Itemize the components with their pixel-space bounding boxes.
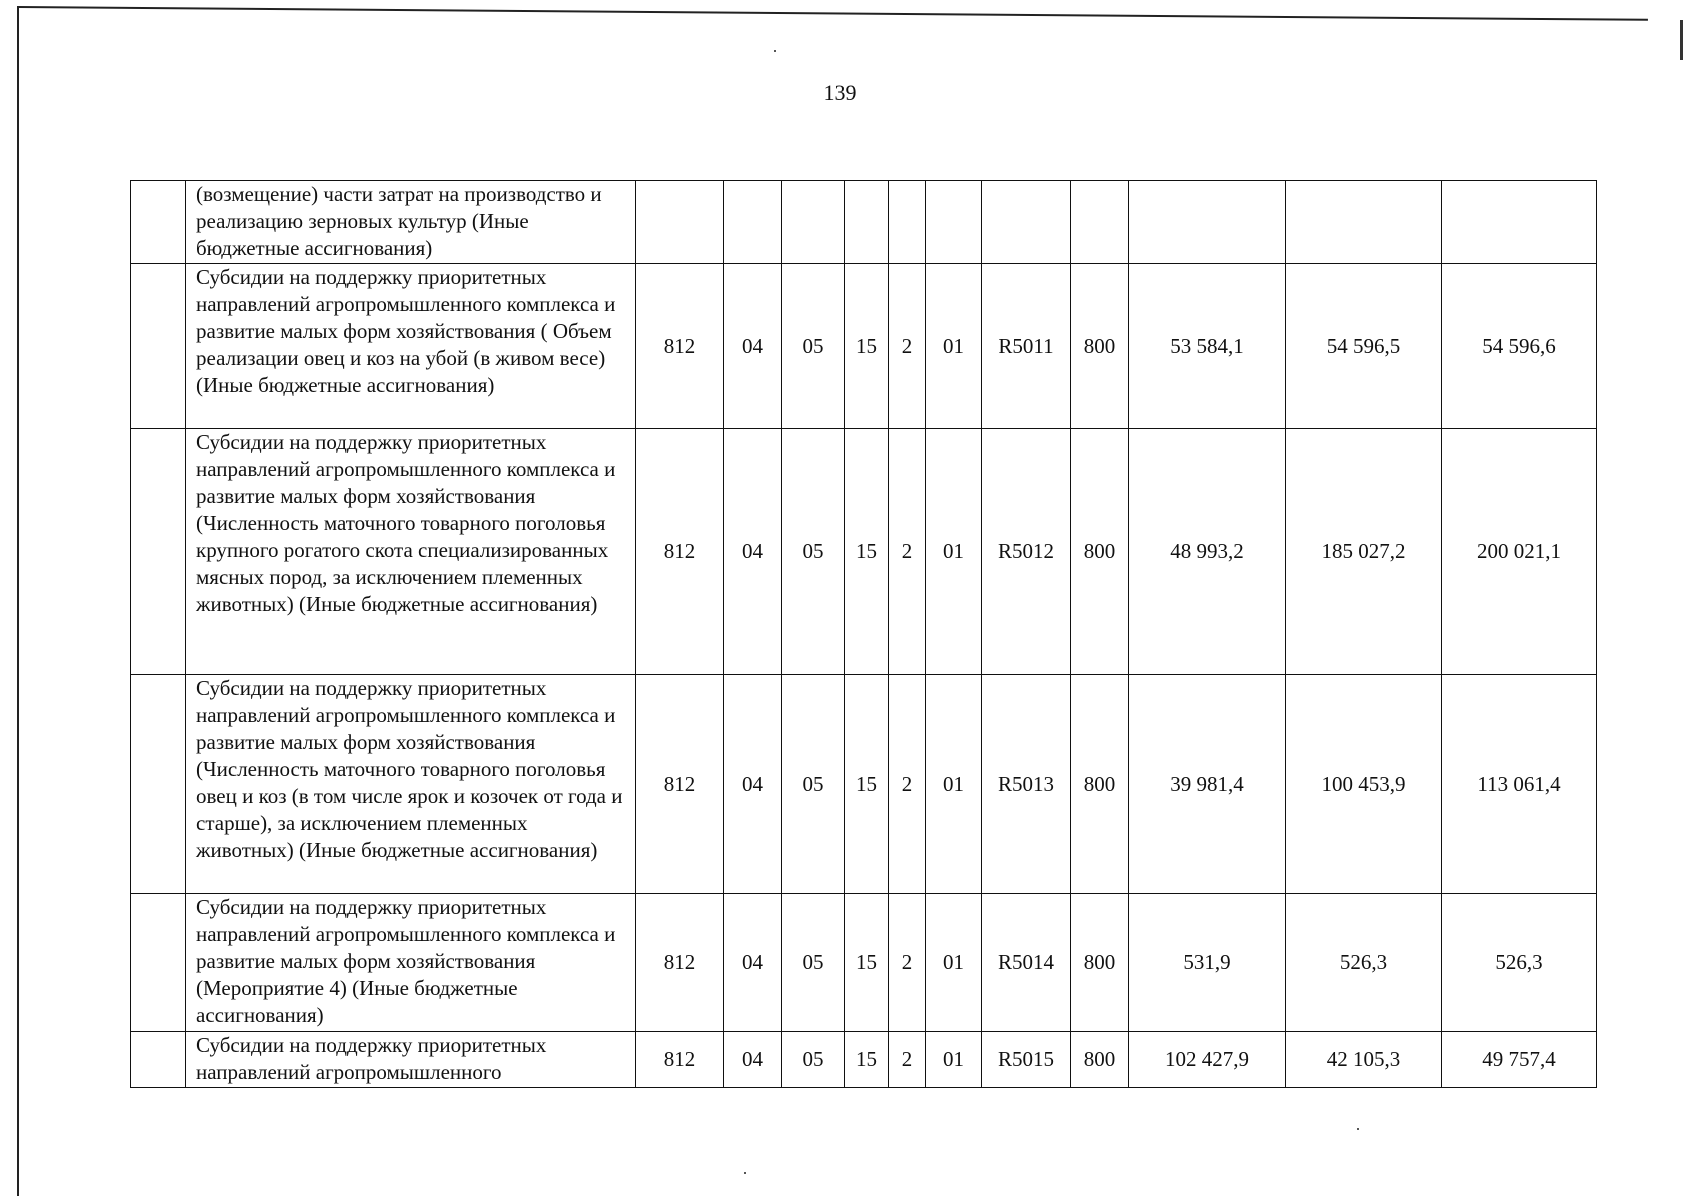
section-code-cell: 04	[724, 675, 782, 894]
amount-year2-cell: 526,3	[1286, 894, 1442, 1032]
amount-year3-cell: 54 596,6	[1442, 264, 1597, 429]
expense-name-cell: Субсидии на поддержку приоритетных направлений агропромышленного комплекса и развитие малых форм хозяйствования ( Объем реализации овец и коз на убой (в живом весе) (Иные бюджетные ассигнования)	[186, 264, 636, 429]
subprogram-code-cell: 2	[889, 675, 926, 894]
amount-year1-cell: 102 427,9	[1129, 1032, 1286, 1088]
section-code-cell: 04	[724, 894, 782, 1032]
expense-type-cell: 800	[1071, 675, 1129, 894]
table-row	[131, 675, 1597, 894]
subprogram-code-cell: 2	[889, 894, 926, 1032]
scan-edge-top	[18, 6, 1648, 21]
row-number-cell	[131, 181, 186, 264]
direction-code-cell	[982, 181, 1071, 264]
expense-type-cell: 800	[1071, 894, 1129, 1032]
scan-speck	[1357, 1128, 1359, 1130]
subprogram-code-cell: 2	[889, 1032, 926, 1088]
ved-code-cell: 812	[636, 264, 724, 429]
section-code-cell	[724, 181, 782, 264]
table-row	[131, 1032, 1597, 1088]
amount-year3-cell	[1442, 181, 1597, 264]
subsection-code-cell: 05	[782, 429, 845, 675]
table-row	[131, 264, 1597, 429]
subsection-code-cell: 05	[782, 1032, 845, 1088]
subsection-code-cell: 05	[782, 675, 845, 894]
program-code-cell: 15	[845, 429, 889, 675]
subprogram-code-cell: 2	[889, 264, 926, 429]
section-code-cell: 04	[724, 429, 782, 675]
subprogram-code-cell: 2	[889, 429, 926, 675]
amount-year2-cell: 185 027,2	[1286, 429, 1442, 675]
program-code-cell: 15	[845, 1032, 889, 1088]
ved-code-cell: 812	[636, 894, 724, 1032]
section-code-cell: 04	[724, 264, 782, 429]
expense-type-cell	[1071, 181, 1129, 264]
expense-name-cell: (возмещение) части затрат на производство и реализацию зерновых культур (Иные бюджетные ассигнования)	[186, 181, 636, 264]
expense-name-cell: Субсидии на поддержку приоритетных направлений агропромышленного комплекса и развитие малых форм хозяйствования (Численность маточного товарного поголовья крупного рогатого скота специализированных мясных пород, за исключением племенных животных) (Иные бюджетные ассигнования)	[186, 429, 636, 675]
event-code-cell: 01	[926, 429, 982, 675]
expense-type-cell: 800	[1071, 429, 1129, 675]
amount-year3-cell: 49 757,4	[1442, 1032, 1597, 1088]
ved-code-cell: 812	[636, 429, 724, 675]
amount-year2-cell: 54 596,5	[1286, 264, 1442, 429]
expense-type-cell: 800	[1071, 264, 1129, 429]
section-code-cell: 04	[724, 1032, 782, 1088]
table-row	[131, 181, 1597, 264]
direction-code-cell: R5011	[982, 264, 1071, 429]
event-code-cell: 01	[926, 264, 982, 429]
program-code-cell: 15	[845, 675, 889, 894]
direction-code-cell: R5013	[982, 675, 1071, 894]
row-number-cell	[131, 675, 186, 894]
amount-year1-cell: 53 584,1	[1129, 264, 1286, 429]
table-row	[131, 894, 1597, 1032]
amount-year3-cell: 526,3	[1442, 894, 1597, 1032]
amount-year2-cell	[1286, 181, 1442, 264]
scan-speck	[744, 1172, 746, 1174]
event-code-cell: 01	[926, 894, 982, 1032]
expense-type-cell: 800	[1071, 1032, 1129, 1088]
page-number: 139	[823, 80, 857, 105]
subprogram-code-cell	[889, 181, 926, 264]
program-code-cell: 15	[845, 264, 889, 429]
row-number-cell	[131, 264, 186, 429]
amount-year3-cell: 113 061,4	[1442, 675, 1597, 894]
scan-edge-left	[17, 6, 19, 1196]
row-number-cell	[131, 429, 186, 675]
amount-year2-cell: 42 105,3	[1286, 1032, 1442, 1088]
direction-code-cell: R5015	[982, 1032, 1071, 1088]
expense-name-cell: Субсидии на поддержку приоритетных направлений агропромышленного комплекса и развитие малых форм хозяйствования (Мероприятие 4) (Иные бюджетные ассигнования)	[186, 894, 636, 1032]
event-code-cell	[926, 181, 982, 264]
direction-code-cell: R5012	[982, 429, 1071, 675]
program-code-cell: 15	[845, 894, 889, 1032]
subsection-code-cell: 05	[782, 894, 845, 1032]
direction-code-cell: R5014	[982, 894, 1071, 1032]
scan-speck	[774, 50, 776, 52]
expense-name-cell: Субсидии на поддержку приоритетных направлений агропромышленного	[186, 1032, 636, 1088]
table-row	[131, 429, 1597, 675]
event-code-cell: 01	[926, 675, 982, 894]
amount-year1-cell	[1129, 181, 1286, 264]
ved-code-cell: 812	[636, 1032, 724, 1088]
ved-code-cell	[636, 181, 724, 264]
amount-year1-cell: 531,9	[1129, 894, 1286, 1032]
amount-year3-cell: 200 021,1	[1442, 429, 1597, 675]
row-number-cell	[131, 1032, 186, 1088]
amount-year2-cell: 100 453,9	[1286, 675, 1442, 894]
expense-name-cell: Субсидии на поддержку приоритетных направлений агропромышленного комплекса и развитие малых форм хозяйствования (Численность маточного товарного поголовья овец и коз (в том числе ярок и козочек от года и старше), за исключением племенных животных) (Иные бюджетные ассигнования)	[186, 675, 636, 894]
amount-year1-cell: 48 993,2	[1129, 429, 1286, 675]
scan-edge-right	[1680, 20, 1683, 60]
amount-year1-cell: 39 981,4	[1129, 675, 1286, 894]
event-code-cell: 01	[926, 1032, 982, 1088]
ved-code-cell: 812	[636, 675, 724, 894]
subsection-code-cell	[782, 181, 845, 264]
subsection-code-cell: 05	[782, 264, 845, 429]
row-number-cell	[131, 894, 186, 1032]
budget-table	[130, 180, 1597, 1088]
program-code-cell	[845, 181, 889, 264]
